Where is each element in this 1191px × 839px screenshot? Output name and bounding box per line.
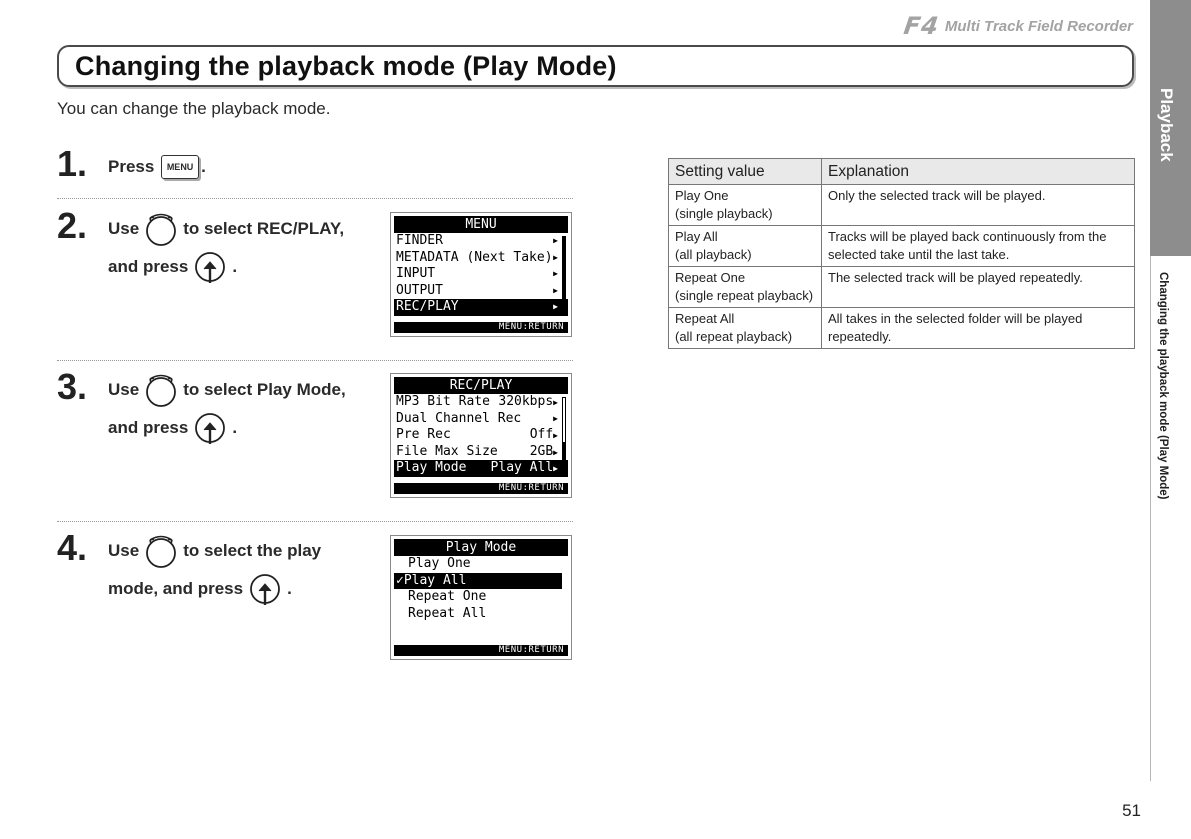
table-cell-setting: Play All (all playback): [669, 226, 822, 267]
lcd-scrollbar: [562, 397, 566, 473]
step-2-line2-pre: and press: [108, 257, 189, 276]
lcd-row: OUTPUT ▶: [396, 282, 558, 298]
step-2-line2-post: .: [232, 257, 238, 276]
lcd-row: Pre Rec Off▶: [396, 427, 558, 442]
lcd-footer: MENU:RETURN: [394, 483, 568, 494]
step-1-number: 1.: [57, 143, 88, 184]
step-divider: [57, 360, 573, 361]
lcd-row: Play One: [408, 556, 471, 571]
step-divider: [57, 198, 573, 199]
lcd-screen-playmode: [390, 535, 572, 660]
lcd-row: Repeat All: [408, 605, 487, 621]
side-divider: [1150, 256, 1151, 781]
lcd-screen-recplay: [390, 373, 572, 498]
intro-text: You can change the playback mode.: [57, 99, 331, 118]
table-row: [669, 226, 1135, 267]
table-cell-explanation: All takes in the selected folder will be played repeatedly.: [822, 308, 1135, 349]
dial-turn-icon: [143, 211, 179, 247]
lcd-row: Dual Channel Rec ▶: [396, 410, 558, 426]
brand-header: [901, 12, 1133, 40]
table-cell-explanation: The selected track will be played repeatedly.: [822, 267, 1135, 308]
table-cell-explanation: Tracks will be played back continuously from the selected take until the last take.: [822, 226, 1135, 267]
dial-press-icon: [192, 410, 228, 446]
brand-text: Multi Track Field Recorder: [944, 17, 1133, 35]
lcd-row-selected: Play Mode Play All▶: [394, 460, 568, 477]
dial-turn-icon: [143, 533, 179, 569]
table-cell-setting: Repeat One (single repeat playback): [669, 267, 822, 308]
step-divider: [57, 521, 573, 522]
step-3-number: 3.: [57, 366, 88, 407]
topic-tab-label: Changing the playback mode (Play Mode): [1157, 272, 1169, 500]
lcd-row-selected: ✓Play All: [394, 573, 562, 590]
table-cell-explanation: Only the selected track will be played.: [822, 185, 1135, 226]
step-3-line2-pre: and press: [108, 418, 189, 437]
step-2-text: [108, 210, 344, 286]
table-cell-setting: Play One (single playback): [669, 185, 822, 226]
step-3-line2-post: .: [232, 418, 238, 437]
page-title: Changing the playback mode (Play Mode): [75, 50, 617, 81]
play-mode-table: [668, 158, 1135, 349]
lcd-row: METADATA (Next Take) ▶: [396, 249, 558, 265]
lcd-row: Repeat One: [408, 589, 487, 604]
lcd-footer: MENU:RETURN: [394, 645, 568, 656]
step-1-text: [108, 148, 206, 186]
table-cell-setting: Repeat All (all repeat playback): [669, 308, 822, 349]
step-3-line1-post: to select Play Mode,: [183, 380, 346, 399]
dial-press-icon: [247, 571, 283, 607]
table-header-explanation: Explanation: [822, 159, 1135, 185]
step-3-text: [108, 371, 346, 447]
lcd-row: FINDER ▶: [396, 233, 558, 248]
section-tab-label: Playback: [1157, 88, 1176, 162]
step-4-line2-pre: mode, and press: [108, 579, 244, 598]
step-1-post: .: [201, 157, 206, 176]
brand-logo: F4: [901, 12, 941, 40]
lcd-header: MENU: [394, 216, 568, 233]
lcd-row-selected: REC/PLAY ▶: [394, 299, 568, 316]
table-row: [669, 308, 1135, 349]
check-icon: ✓: [396, 572, 404, 588]
step-4-text: [108, 532, 321, 608]
lcd-header: Play Mode: [394, 539, 568, 556]
dial-turn-icon: [143, 372, 179, 408]
step-3-line1-pre: Use: [108, 380, 140, 399]
page-number: 51: [1122, 801, 1141, 820]
table-row: [669, 267, 1135, 308]
step-2-line1-post: to select REC/PLAY,: [183, 219, 345, 238]
step-1-pre: Press: [108, 157, 155, 176]
page-title-box: [57, 45, 1134, 87]
step-4-line1-pre: Use: [108, 541, 140, 560]
step-2-number: 2.: [57, 205, 88, 246]
menu-key-icon: MENU: [161, 155, 199, 179]
lcd-footer: MENU:RETURN: [394, 322, 568, 333]
lcd-header: REC/PLAY: [394, 377, 568, 394]
step-4-line1-post: to select the play: [183, 541, 322, 560]
lcd-row: File Max Size 2GB▶: [396, 443, 558, 459]
lcd-row: INPUT ▶: [396, 266, 558, 281]
lcd-scrollbar: [562, 236, 566, 312]
step-4-line2-post: .: [287, 579, 292, 598]
step-2-line1-pre: Use: [108, 219, 140, 238]
table-header-setting: Setting value: [669, 159, 822, 185]
step-4-number: 4.: [57, 527, 88, 568]
dial-press-icon: [192, 249, 228, 285]
lcd-row: MP3 Bit Rate 320kbps▶: [396, 394, 558, 409]
lcd-screen-menu: [390, 212, 572, 337]
table-row: [669, 185, 1135, 226]
